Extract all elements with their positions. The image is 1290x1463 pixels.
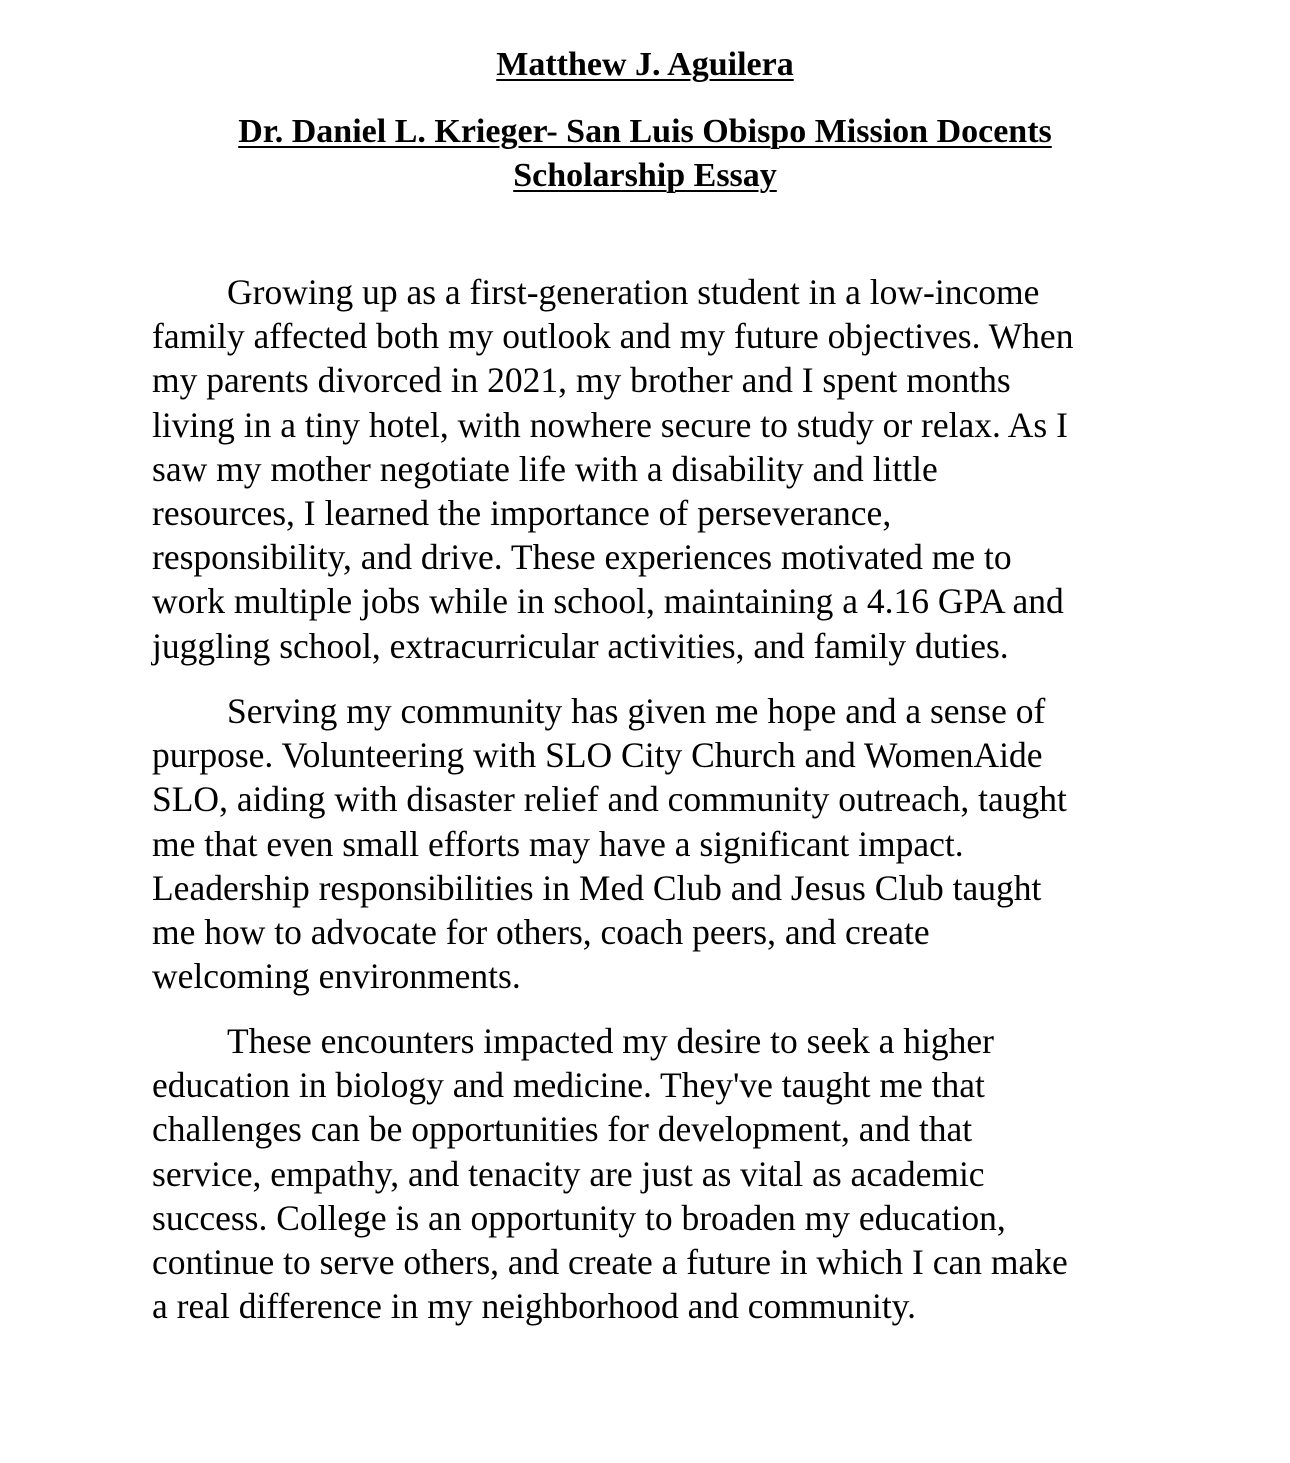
paragraph-line: Growing up as a first-generation student in a low-income xyxy=(227,272,1040,312)
paragraph-line: education in biology and medicine. They've taught me that xyxy=(152,1065,985,1106)
paragraph-line: challenges can be opportunities for development, and that xyxy=(152,1109,973,1150)
paragraph-line: living in a tiny hotel, with nowhere secure to study or relax. As I xyxy=(152,404,1068,445)
essay-title-line-1 xyxy=(0,115,1290,149)
paragraph-line: responsibility, and drive. These experiences motivated me to xyxy=(152,537,1012,578)
paragraph-line: continue to serve others, and create a future in which I can make xyxy=(152,1242,1068,1283)
essay-paragraph-3 xyxy=(152,1019,1152,1328)
paragraph-line: me how to advocate for others, coach peers, and create xyxy=(152,912,930,953)
paragraph-line: my parents divorced in 2021, my brother and I spent months xyxy=(152,360,1011,401)
paragraph-line: resources, I learned the importance of perseverance, xyxy=(152,493,892,534)
author-name xyxy=(0,48,1290,82)
paragraph-line: SLO, aiding with disaster relief and community outreach, taught xyxy=(152,779,1067,820)
essay-title-line-1-text: Dr. Daniel L. Krieger- San Luis Obispo Mission Docents xyxy=(238,113,1052,150)
paragraph-line: work multiple jobs while in school, maintaining a 4.16 GPA and xyxy=(152,581,1064,622)
paragraph-line: purpose. Volunteering with SLO City Church and WomenAide xyxy=(152,735,1043,776)
paragraph-line: Serving my community has given me hope and a sense of xyxy=(227,691,1046,731)
paragraph-line: me that even small efforts may have a significant impact. xyxy=(152,823,964,864)
paragraph-line: juggling school, extracurricular activities, and family duties. xyxy=(152,625,1009,666)
author-name-text: Matthew J. Aguilera xyxy=(496,46,794,83)
essay-title-line-2-text: Scholarship Essay xyxy=(513,157,777,194)
paragraph-line: success. College is an opportunity to broaden my education, xyxy=(152,1197,1006,1238)
paragraph-line: service, empathy, and tenacity are just as vital as academic xyxy=(152,1153,985,1194)
paragraph-line: family affected both my outlook and my future objectives. When xyxy=(152,316,1074,357)
paragraph-line: welcoming environments. xyxy=(152,956,521,997)
paragraph-line: Leadership responsibilities in Med Club and Jesus Club taught xyxy=(152,867,1042,908)
paragraph-line: These encounters impacted my desire to seek a higher xyxy=(227,1021,994,1061)
essay-title-line-2 xyxy=(0,159,1290,193)
essay-paragraph-1 xyxy=(152,270,1152,668)
essay-paragraph-2 xyxy=(152,689,1152,998)
paragraph-line: saw my mother negotiate life with a disability and little xyxy=(152,448,938,489)
paragraph-line: a real difference in my neighborhood and community. xyxy=(152,1286,916,1327)
